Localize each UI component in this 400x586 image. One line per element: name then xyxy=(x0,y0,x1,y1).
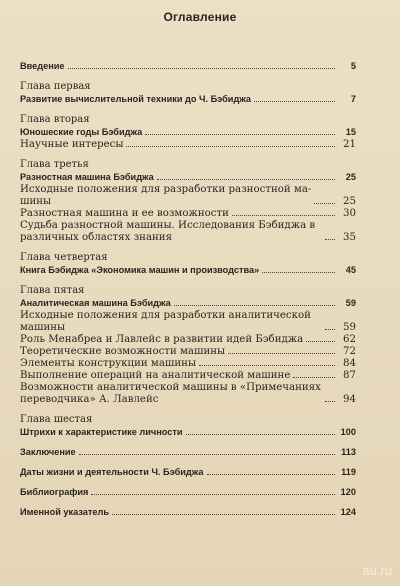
dot-leader xyxy=(254,101,335,102)
toc-page-number: 59 xyxy=(345,298,356,308)
toc-entry-title: Разностная машина Бэбиджа xyxy=(20,172,154,182)
toc-spacer xyxy=(20,459,356,466)
toc-entry-title: Заключение xyxy=(20,447,76,457)
toc-page-number: 72 xyxy=(343,346,356,357)
dot-leader xyxy=(68,68,335,69)
dot-leader xyxy=(186,434,336,435)
toc-entry[interactable] xyxy=(20,208,356,220)
dot-leader xyxy=(228,353,335,354)
dot-leader xyxy=(126,146,335,147)
toc-page-number: 100 xyxy=(340,427,356,437)
toc-entry[interactable] xyxy=(20,171,356,184)
dot-leader xyxy=(157,179,335,180)
toc-spacer xyxy=(20,479,356,486)
chapter-heading: Глава третья xyxy=(20,159,89,170)
site-watermark: au.ru xyxy=(362,563,392,578)
toc-spacer xyxy=(20,73,356,80)
dot-leader xyxy=(91,494,335,495)
toc-entry[interactable] xyxy=(20,93,356,106)
toc-entry-title: Исходные положения для разработки аналитической машины xyxy=(20,310,311,333)
toc-spacer xyxy=(20,244,356,251)
toc-entry[interactable] xyxy=(20,297,356,310)
chapter-heading: Глава первая xyxy=(20,81,91,92)
toc-page-number: 124 xyxy=(340,507,356,517)
chapter-heading: Глава шестая xyxy=(20,414,93,425)
toc-entry-title: Теоретические возможности машины xyxy=(20,346,226,357)
toc-entry[interactable] xyxy=(20,486,356,499)
toc-entry[interactable] xyxy=(20,60,356,73)
toc-spacer xyxy=(20,406,356,413)
toc-entry-title: Разностная машина и ее возможности xyxy=(20,208,229,219)
toc-entry-title: Элементы конструкции машины xyxy=(20,358,197,369)
toc-page-number: 25 xyxy=(343,196,356,207)
toc-entry-title: Даты жизни и деятельности Ч. Бэбиджа xyxy=(20,467,204,477)
toc-page-number: 35 xyxy=(343,232,356,243)
toc-entry-title: Штрихи к характеристике личности xyxy=(20,427,183,437)
toc-entry-title: Именной указатель xyxy=(20,507,109,517)
toc-page-number: 84 xyxy=(343,358,356,369)
toc-entry-title: Судьба разностной машины. Исследования Бэбиджа в различных областях знания xyxy=(20,220,316,243)
dot-leader xyxy=(199,365,335,366)
dot-leader xyxy=(174,305,335,306)
toc-entry-title: Возможности аналитической машины в «Примечаниях переводчика» А. Лавлейс xyxy=(20,382,321,405)
toc-entry[interactable] xyxy=(20,220,356,244)
toc-page-number: 113 xyxy=(341,447,356,457)
dot-leader xyxy=(207,474,336,475)
toc-entry-title: Развитие вычислительной техники до Ч. Бэбиджа xyxy=(20,94,252,104)
toc-page-number: 120 xyxy=(340,487,356,497)
toc-spacer xyxy=(20,499,356,506)
toc-spacer xyxy=(20,439,356,446)
toc-entry[interactable] xyxy=(20,139,356,151)
toc-page-number: 119 xyxy=(341,467,356,477)
toc-entry[interactable] xyxy=(20,506,356,519)
toc-entry[interactable] xyxy=(20,334,356,346)
dot-leader xyxy=(112,514,335,515)
dot-leader xyxy=(232,215,335,216)
dot-leader xyxy=(325,401,335,402)
toc-entry-title: Книга Бэбиджа «Экономика машин и производства» xyxy=(20,265,260,275)
toc-spacer xyxy=(20,151,356,158)
toc-entry[interactable] xyxy=(20,264,356,277)
toc-spacer xyxy=(20,277,356,284)
chapter-heading: Глава четвертая xyxy=(20,252,108,263)
dot-leader xyxy=(325,329,335,330)
toc-entry-title: Юношеские годы Бэбиджа xyxy=(20,127,143,137)
toc-page-number: 45 xyxy=(345,265,356,275)
table-of-contents xyxy=(20,60,356,519)
toc-entry[interactable] xyxy=(20,346,356,358)
toc-page-number: 7 xyxy=(350,94,356,104)
toc-page-number: 15 xyxy=(345,127,356,137)
dot-leader xyxy=(145,134,335,135)
dot-leader xyxy=(314,203,335,204)
dot-leader xyxy=(325,239,335,240)
dot-leader xyxy=(262,272,335,273)
toc-entry[interactable] xyxy=(20,370,356,382)
chapter-heading: Глава вторая xyxy=(20,114,90,125)
toc-spacer xyxy=(20,106,356,113)
toc-page-number: 5 xyxy=(350,61,356,71)
toc-page-number: 30 xyxy=(343,208,356,219)
dot-leader xyxy=(79,454,335,455)
toc-page-number: 25 xyxy=(345,172,356,182)
toc-entry-title: Роль Менабреа и Лавлейс в развитии идей Бэбиджа xyxy=(20,334,304,345)
toc-page-number: 59 xyxy=(343,322,356,333)
page-title: Оглавление xyxy=(163,10,237,24)
toc-entry-title: Библиография xyxy=(20,487,89,497)
chapter-heading: Глава пятая xyxy=(20,285,85,296)
toc-entry-title: Исходные положения для разработки разностной ма- шины xyxy=(20,184,312,207)
toc-entry[interactable] xyxy=(20,310,356,334)
toc-entry[interactable] xyxy=(20,382,356,406)
toc-entry[interactable] xyxy=(20,184,356,208)
dot-leader xyxy=(293,377,335,378)
toc-page-number: 21 xyxy=(343,139,356,150)
toc-page-number: 94 xyxy=(343,394,356,405)
toc-entry[interactable] xyxy=(20,426,356,439)
dot-leader xyxy=(306,341,335,342)
toc-entry-title: Аналитическая машина Бэбиджа xyxy=(20,298,171,308)
toc-entry-title: Выполнение операций на аналитической машине xyxy=(20,370,291,381)
toc-page-number: 62 xyxy=(343,334,356,345)
toc-entry[interactable] xyxy=(20,358,356,370)
toc-entry-title: Научные интересы xyxy=(20,139,124,150)
toc-page-number: 87 xyxy=(343,370,356,381)
toc-entry[interactable] xyxy=(20,126,356,139)
toc-entry[interactable] xyxy=(20,466,356,479)
toc-entry[interactable] xyxy=(20,446,356,459)
toc-entry-title: Введение xyxy=(20,61,65,71)
